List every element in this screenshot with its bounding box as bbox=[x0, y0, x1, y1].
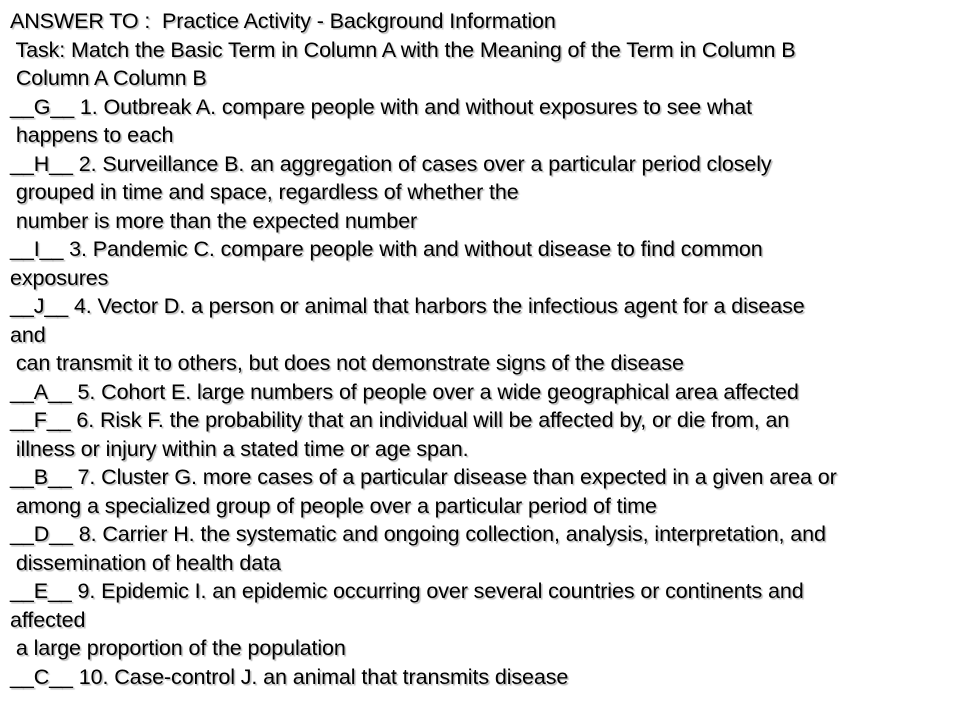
answer-line-9-continued: affected bbox=[10, 607, 86, 632]
title-line: ANSWER TO : Practice Activity - Background Information bbox=[10, 9, 556, 33]
column-header-line: Column A Column B bbox=[10, 66, 207, 90]
task-line: Task: Match the Basic Term in Column A with the Meaning of the Term in Column B bbox=[10, 37, 796, 62]
answer-line-5: __A__ 5. Cohort E. large numbers of people over a wide geographical area affected bbox=[10, 379, 799, 404]
answer-line-3-continued: exposures bbox=[10, 265, 109, 290]
answer-line-4-continued-2: can transmit it to others, but does not demonstrate signs of the disease bbox=[10, 351, 684, 375]
answer-line-9-continued-2: a large proportion of the population bbox=[10, 636, 346, 660]
answer-line-3: __I__ 3. Pandemic C. compare people with and without disease to find common bbox=[10, 237, 763, 261]
answer-line-6: __F__ 6. Risk F. the probability that an individual will be affected by, or die from, an bbox=[10, 408, 790, 432]
answer-line-6-continued: illness or injury within a stated time or age span. bbox=[10, 436, 469, 461]
answer-line-2: __H__ 2. Surveillance B. an aggregation of cases over a particular period closely bbox=[10, 151, 772, 176]
answer-line-4: __J__ 4. Vector D. a person or animal that harbors the infectious agent for a disease bbox=[10, 294, 805, 318]
answer-line-1-continued: happens to each bbox=[10, 123, 174, 147]
answer-line-1: __G__ 1. Outbreak A. compare people with and without exposures to see what bbox=[10, 94, 752, 119]
answer-line-8: __D__ 8. Carrier H. the systematic and ongoing collection, analysis, interpretation, and bbox=[10, 522, 826, 546]
answer-line-4-continued: and bbox=[10, 322, 46, 347]
answer-line-2-continued-2: number is more than the expected number bbox=[10, 208, 418, 233]
answer-line-8-continued: dissemination of health data bbox=[10, 550, 281, 575]
answer-line-7-continued: among a specialized group of people over a particular period of time bbox=[10, 493, 657, 518]
answer-line-7: __B__ 7. Cluster G. more cases of a particular disease than expected in a given area or bbox=[10, 465, 837, 489]
answer-line-10: __C__ 10. Case-control J. an animal that transmits disease bbox=[10, 664, 569, 689]
answer-line-9: __E__ 9. Epidemic I. an epidemic occurring over several countries or continents and bbox=[10, 579, 804, 603]
answer-line-2-continued: grouped in time and space, regardless of whether the bbox=[10, 180, 519, 204]
slide-text-body bbox=[10, 7, 955, 691]
